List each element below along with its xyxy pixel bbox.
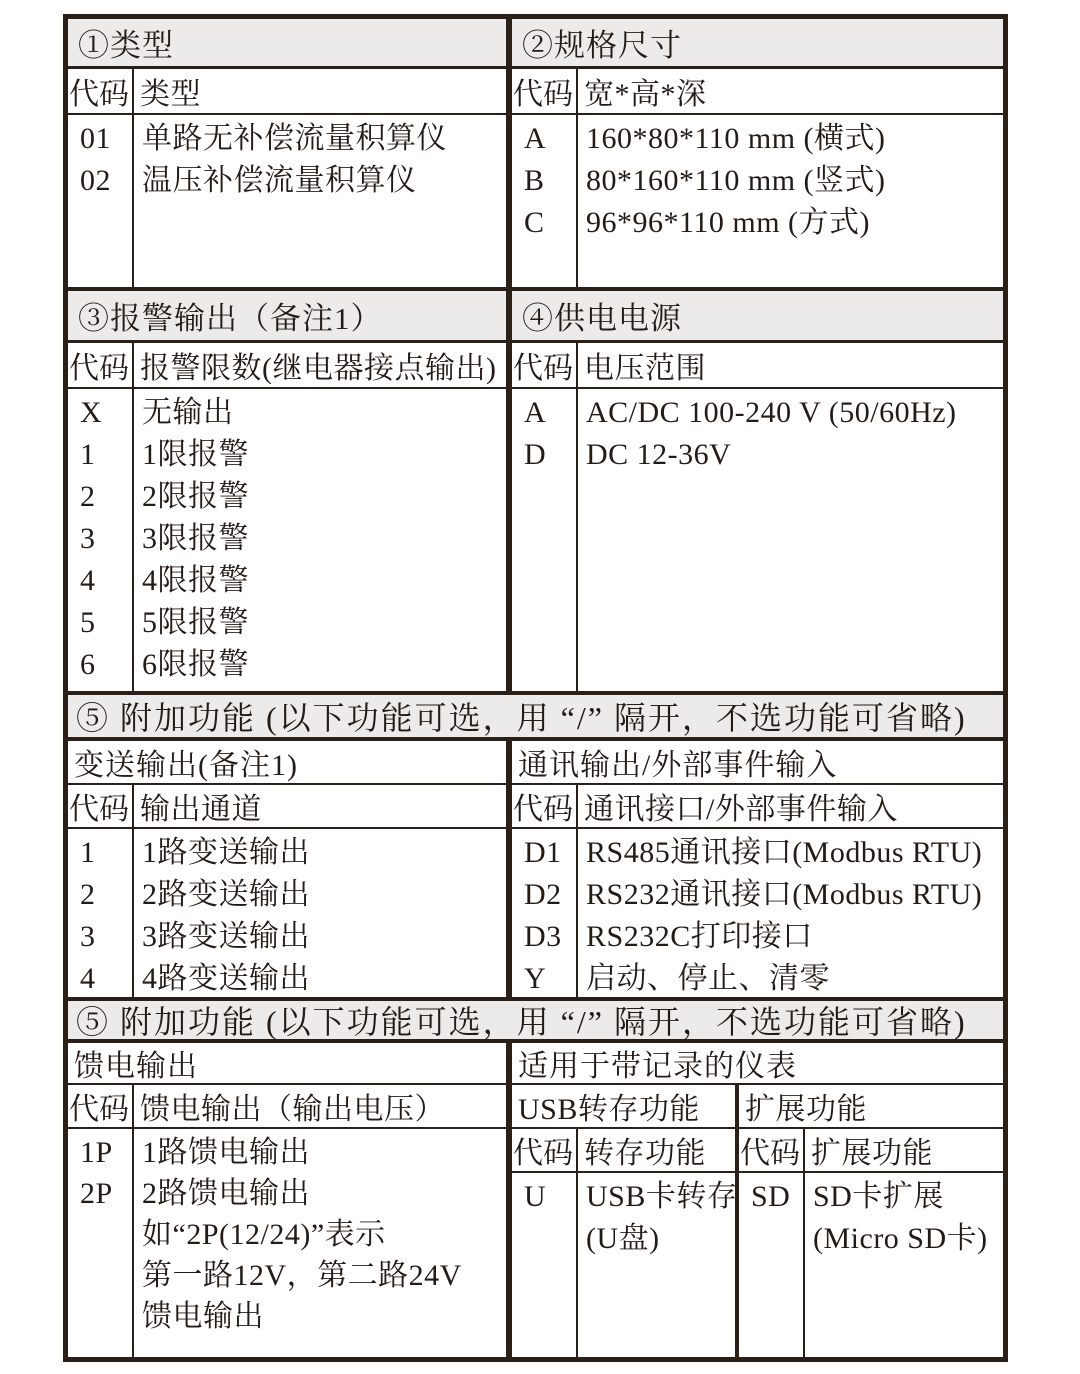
desc-cell: SD卡扩展 — [813, 1180, 944, 1213]
desc-cell: 馈电输出 — [142, 1300, 264, 1333]
group-sd-data — [739, 1173, 1003, 1357]
section-comm — [512, 741, 1003, 997]
desc-cell: RS232通讯接口(Modbus RTU) — [586, 878, 983, 911]
code-cell: A — [524, 396, 547, 429]
group-sd-colhead — [739, 1129, 1003, 1173]
code-cell: 2 — [80, 480, 96, 513]
desc-cell: 无输出 — [142, 396, 234, 429]
desc-column — [134, 115, 506, 287]
band-alarm-power — [68, 291, 1003, 695]
group-usb-data — [512, 1173, 738, 1357]
section-power-colhead — [512, 343, 1003, 389]
code-cell: 5 — [80, 606, 96, 639]
band-retransmit-comm — [68, 741, 1003, 1001]
col-header-desc: 宽*高*深 — [584, 78, 707, 111]
desc-cell: AC/DC 100-240 V (50/60Hz) — [586, 396, 957, 429]
desc-cell: 1路变送输出 — [142, 836, 310, 869]
code-column — [68, 1129, 134, 1357]
section-recording — [512, 1043, 1003, 1357]
section-power — [512, 291, 1003, 691]
desc-cell: 160*80*110 mm (横式) — [586, 122, 886, 155]
desc-column — [578, 115, 1003, 287]
code-column — [68, 389, 134, 691]
desc-cell: DC 12-36V — [586, 438, 732, 471]
section-size-title: ②规格尺寸 — [512, 19, 1003, 69]
desc-cell: 96*96*110 mm (方式) — [586, 206, 871, 239]
section-alarm-title: ③报警输出（备注1） — [68, 291, 506, 343]
desc-cell: (U盘) — [586, 1222, 660, 1255]
desc-cell: 1限报警 — [142, 438, 249, 471]
desc-cell: 3限报警 — [142, 522, 249, 555]
col-header-desc: 扩展功能 — [811, 1137, 933, 1170]
col-header-code: 代码 — [512, 343, 578, 387]
col-header-desc: 报警限数(继电器接点输出) — [140, 352, 497, 385]
section-comm-label: 通讯输出/外部事件输入 — [512, 741, 1003, 785]
code-cell: Y — [524, 962, 547, 995]
desc-cell: USB卡转存 — [586, 1180, 738, 1213]
code-cell: 4 — [80, 962, 96, 995]
section-retransmit-data — [68, 829, 506, 997]
desc-cell: 80*160*110 mm (竖式) — [586, 164, 886, 197]
section-size-data — [512, 115, 1003, 287]
group-sd-expansion — [739, 1085, 1003, 1357]
desc-cell: 4限报警 — [142, 564, 249, 597]
col-header-code: 代码 — [68, 1085, 134, 1127]
desc-cell: 4路变送输出 — [142, 962, 310, 995]
section-excitation — [68, 1043, 512, 1357]
code-cell: U — [524, 1180, 547, 1213]
desc-column — [134, 389, 506, 691]
col-header-code: 代码 — [512, 69, 578, 113]
desc-column — [578, 389, 1003, 691]
desc-cell: 2限报警 — [142, 480, 249, 513]
section-retransmit-label: 变送输出(备注1) — [68, 741, 506, 785]
col-header-desc: 电压范围 — [584, 352, 706, 385]
code-cell: 4 — [80, 564, 96, 597]
extra-functions-header-1: ⑤ 附加功能 (以下功能可选，用 “/” 隔开，不选功能可省略) — [68, 695, 1003, 741]
group-usb-colhead — [512, 1129, 735, 1173]
section-type-colhead — [68, 69, 506, 115]
code-cell: 1P — [80, 1136, 113, 1169]
section-excitation-colhead — [68, 1085, 506, 1129]
desc-cell: 2路馈电输出 — [142, 1177, 310, 1210]
code-cell: D1 — [524, 836, 562, 869]
recording-groups — [512, 1085, 1003, 1357]
code-cell: SD — [751, 1180, 791, 1213]
desc-cell: 启动、停止、清零 — [586, 962, 830, 995]
desc-cell: 1路馈电输出 — [142, 1136, 310, 1169]
code-column — [512, 115, 578, 287]
code-column — [512, 829, 578, 997]
code-cell: B — [524, 164, 545, 197]
section-size — [512, 19, 1003, 287]
col-header-code: 代码 — [512, 785, 578, 827]
code-column — [68, 829, 134, 997]
section-type — [68, 19, 512, 287]
band-type-size — [68, 19, 1003, 291]
desc-column — [134, 829, 506, 997]
col-header-desc: 馈电输出（输出电压） — [140, 1093, 445, 1126]
group-usb-title: USB转存功能 — [512, 1085, 735, 1129]
desc-column — [805, 1173, 1003, 1357]
code-cell: D2 — [524, 878, 562, 911]
desc-column — [578, 829, 1003, 997]
col-header-code: 代码 — [739, 1129, 805, 1171]
code-cell: X — [80, 396, 103, 429]
code-cell: 1 — [80, 836, 96, 869]
desc-column — [134, 1129, 506, 1357]
section-alarm-data — [68, 389, 506, 691]
band-excitation-recording — [68, 1043, 1003, 1357]
col-header-desc: 转存功能 — [584, 1137, 706, 1170]
group-sd-title: 扩展功能 — [739, 1085, 1003, 1129]
code-cell: D3 — [524, 920, 562, 953]
section-alarm-colhead — [68, 343, 506, 389]
desc-cell: 单路无补偿流量积算仪 — [142, 122, 447, 155]
desc-cell: 温压补偿流量积算仪 — [142, 164, 417, 197]
col-header-code: 代码 — [68, 343, 134, 387]
col-header-code: 代码 — [68, 785, 134, 827]
section-comm-colhead — [512, 785, 1003, 829]
section-excitation-data — [68, 1129, 506, 1357]
desc-cell: 3路变送输出 — [142, 920, 310, 953]
code-column — [739, 1173, 805, 1357]
col-header-desc: 输出通道 — [140, 793, 262, 826]
desc-cell: 6限报警 — [142, 648, 249, 681]
section-excitation-label: 馈电输出 — [68, 1043, 506, 1085]
section-size-colhead — [512, 69, 1003, 115]
section-retransmit — [68, 741, 512, 997]
code-cell: A — [524, 122, 547, 155]
section-comm-data — [512, 829, 1003, 997]
section-type-title: ①类型 — [68, 19, 506, 69]
code-cell: 1 — [80, 438, 96, 471]
desc-cell: 5限报警 — [142, 606, 249, 639]
section-retransmit-colhead — [68, 785, 506, 829]
code-column — [68, 115, 134, 287]
code-cell: C — [524, 206, 545, 239]
desc-column — [578, 1173, 738, 1357]
code-column — [512, 1173, 578, 1357]
desc-cell: RS232C打印接口 — [586, 920, 813, 953]
desc-cell: RS485通讯接口(Modbus RTU) — [586, 836, 983, 869]
code-cell: 3 — [80, 522, 96, 555]
group-usb-transfer — [512, 1085, 739, 1357]
code-cell: D — [524, 438, 547, 471]
col-header-code: 代码 — [68, 69, 134, 113]
code-cell: 3 — [80, 920, 96, 953]
section-type-data — [68, 115, 506, 287]
code-cell: 02 — [80, 164, 111, 197]
desc-cell: 2路变送输出 — [142, 878, 310, 911]
code-cell: 2P — [80, 1177, 113, 1210]
code-cell: 2 — [80, 878, 96, 911]
desc-cell: 如“2P(12/24)”表示 — [142, 1218, 386, 1251]
code-cell: 6 — [80, 648, 96, 681]
ordering-spec-table — [63, 14, 1008, 1362]
desc-cell: 第一路12V，第二路24V — [142, 1259, 462, 1292]
col-header-desc: 通讯接口/外部事件输入 — [584, 793, 898, 826]
code-column — [512, 389, 578, 691]
extra-functions-header-2: ⑤ 附加功能 (以下功能可选，用 “/” 隔开，不选功能可省略) — [68, 1001, 1003, 1043]
col-header-desc: 类型 — [140, 78, 201, 111]
section-power-data — [512, 389, 1003, 691]
code-cell: 01 — [80, 122, 111, 155]
desc-cell: (Micro SD卡) — [813, 1222, 988, 1255]
section-alarm — [68, 291, 512, 691]
section-power-title: ④供电电源 — [512, 291, 1003, 343]
section-recording-label: 适用于带记录的仪表 — [512, 1043, 1003, 1085]
col-header-code: 代码 — [512, 1129, 578, 1171]
